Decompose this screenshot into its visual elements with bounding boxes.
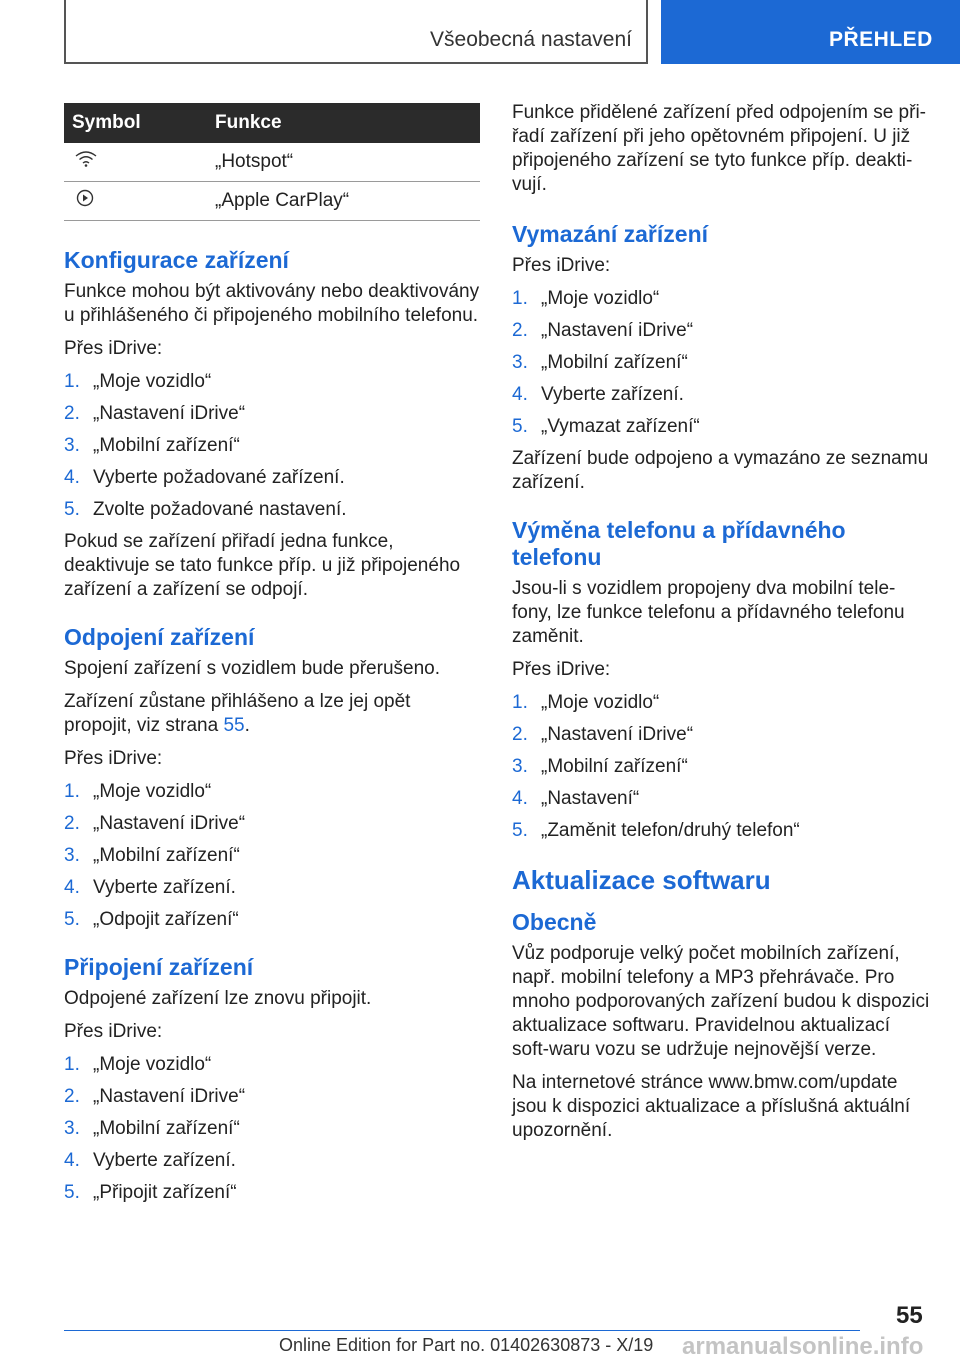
symbol-table	[64, 103, 480, 221]
list-item: 5. Zvolte požadované nastavení.	[64, 499, 347, 520]
odpojeni-via: Přes iDrive:	[64, 748, 163, 769]
aktualizace-p2: Na internetové stránce www.bmw.com/update jsou k dispozici aktualizace a příslušná aktuální upozornění.	[512, 1072, 911, 1141]
footer-divider	[64, 1330, 860, 1331]
list-item: 3. „Mobilní zařízení“	[512, 352, 688, 373]
list-item: 2. „Nastavení iDrive“	[64, 813, 246, 834]
symbol-cell	[64, 182, 215, 221]
vymazani-note: Zařízení bude odpojeno a vymazáno ze seznamu zařízení.	[512, 448, 929, 493]
list-item: 3. „Mobilní zařízení“	[64, 845, 240, 866]
heading-aktualizace: Aktualizace softwaru	[512, 865, 771, 895]
list-item: 4. Vyberte zařízení.	[512, 384, 684, 405]
list-item: 4. Vyberte požadované zařízení.	[64, 467, 345, 488]
list-item: 4. „Nastavení“	[512, 788, 640, 809]
list-item: 1. „Moje vozidlo“	[64, 371, 212, 392]
section-title: Všeobecná nastavení	[430, 28, 632, 51]
odpojeni-p1: Spojení zařízení s vozidlem bude přerušeno.	[64, 658, 440, 679]
heading-odpojeni: Odpojení zařízení	[64, 624, 255, 650]
konfigurace-intro: Funkce mohou být aktivovány nebo deaktivovány u přihlášeného či připojeného mobilního telefonu.	[64, 281, 480, 326]
list-item: 1. „Moje vozidlo“	[512, 288, 660, 309]
list-item: 2. „Nastavení iDrive“	[64, 1086, 246, 1107]
vymazani-via: Přes iDrive:	[512, 255, 611, 276]
konfigurace-steps	[64, 370, 482, 522]
konfigurace-via: Přes iDrive:	[64, 338, 163, 359]
list-item: 4. Vyberte zařízení.	[64, 877, 236, 898]
footer-edition: Online Edition for Part no. 01402630873 - X/19	[279, 1335, 654, 1355]
list-item: 5. „Připojit zařízení“	[64, 1182, 237, 1203]
list-item: 1. „Moje vozidlo“	[64, 781, 212, 802]
list-item: 1. „Moje vozidlo“	[64, 1054, 212, 1075]
odpojeni-steps	[64, 780, 482, 932]
heading-vymazani: Vymazání zařízení	[512, 221, 709, 247]
heading-vymena: Výměna telefonu a přídavného telefonu	[512, 517, 846, 570]
konfigurace-note: Pokud se zařízení přiřadí jedna funkce, deaktivuje se tato funkce příp. u již připojeného zařízení a zařízení se odpojí.	[64, 531, 461, 600]
header-section-box	[64, 0, 648, 64]
list-item: 3. „Mobilní zařízení“	[64, 1118, 240, 1139]
right-column	[512, 101, 930, 1152]
odpojeni-p2: Zařízení zůstane přihlášeno a lze jej opět propojit, viz strana 55.	[64, 691, 411, 736]
right-intro: Funkce přidělené zařízení před odpojením se při‐řadí zařízení při jeho opětovném připojení. U již připojeného zařízení se tyto funkce příp. deakti‐vují.	[512, 102, 927, 195]
vymena-steps	[512, 691, 930, 843]
overview-tab[interactable]	[661, 0, 960, 64]
hotspot-icon	[74, 151, 98, 167]
list-item: 5. „Vymazat zařízení“	[512, 416, 700, 437]
vymena-p1: Jsou-li s vozidlem propojeny dva mobilní tele‐fony, lze funkce telefonu a přídavného telefonu zaměnit.	[512, 578, 905, 647]
carplay-icon	[76, 189, 94, 207]
symbol-cell	[64, 143, 215, 182]
list-item: 5. „Zaměnit telefon/druhý telefon“	[512, 820, 800, 841]
heading-pripojeni: Připojení zařízení	[64, 954, 254, 980]
list-item: 1. „Moje vozidlo“	[512, 692, 660, 713]
list-item: 3. „Mobilní zařízení“	[512, 756, 688, 777]
column-header-function: Funkce	[215, 103, 480, 143]
vymena-via: Přes iDrive:	[512, 659, 611, 680]
list-item: 5. „Odpojit zařízení“	[64, 909, 239, 930]
pripojeni-via: Přes iDrive:	[64, 1021, 163, 1042]
page-number: 55	[896, 1302, 923, 1329]
aktualizace-p1: Vůz podporuje velký počet mobilních zařízení, např. mobilní telefony a MP3 přehrávače. Pro mnoho podporovaných zařízení budou k dispozici aktualizace softwaru. Pravidelnou aktualizací soft‐waru vozu se udržuje nejnovější verze.	[512, 943, 930, 1060]
left-column	[64, 103, 482, 1213]
heading-konfigurace: Konfigurace zařízení	[64, 247, 289, 273]
column-header-symbol: Symbol	[64, 103, 215, 143]
pripojeni-p1: Odpojené zařízení lze znovu připojit.	[64, 988, 372, 1009]
function-cell: „Apple CarPlay“	[215, 182, 480, 221]
function-cell: „Hotspot“	[215, 143, 480, 182]
list-item: 4. Vyberte zařízení.	[64, 1150, 236, 1171]
list-item: 2. „Nastavení iDrive“	[512, 724, 694, 745]
heading-obecne: Obecně	[512, 909, 597, 935]
watermark: armanualsonline.info	[682, 1333, 924, 1360]
page-reference-link[interactable]: 55	[223, 715, 245, 736]
pripojeni-steps	[64, 1053, 482, 1205]
table-row	[64, 143, 480, 182]
list-item: 2. „Nastavení iDrive“	[64, 403, 246, 424]
overview-tab-label: PŘEHLED	[829, 28, 933, 51]
vymazani-steps	[512, 287, 930, 439]
table-row	[64, 182, 480, 221]
list-item: 3. „Mobilní zařízení“	[64, 435, 240, 456]
symbol-table-header	[64, 103, 480, 143]
list-item: 2. „Nastavení iDrive“	[512, 320, 694, 341]
